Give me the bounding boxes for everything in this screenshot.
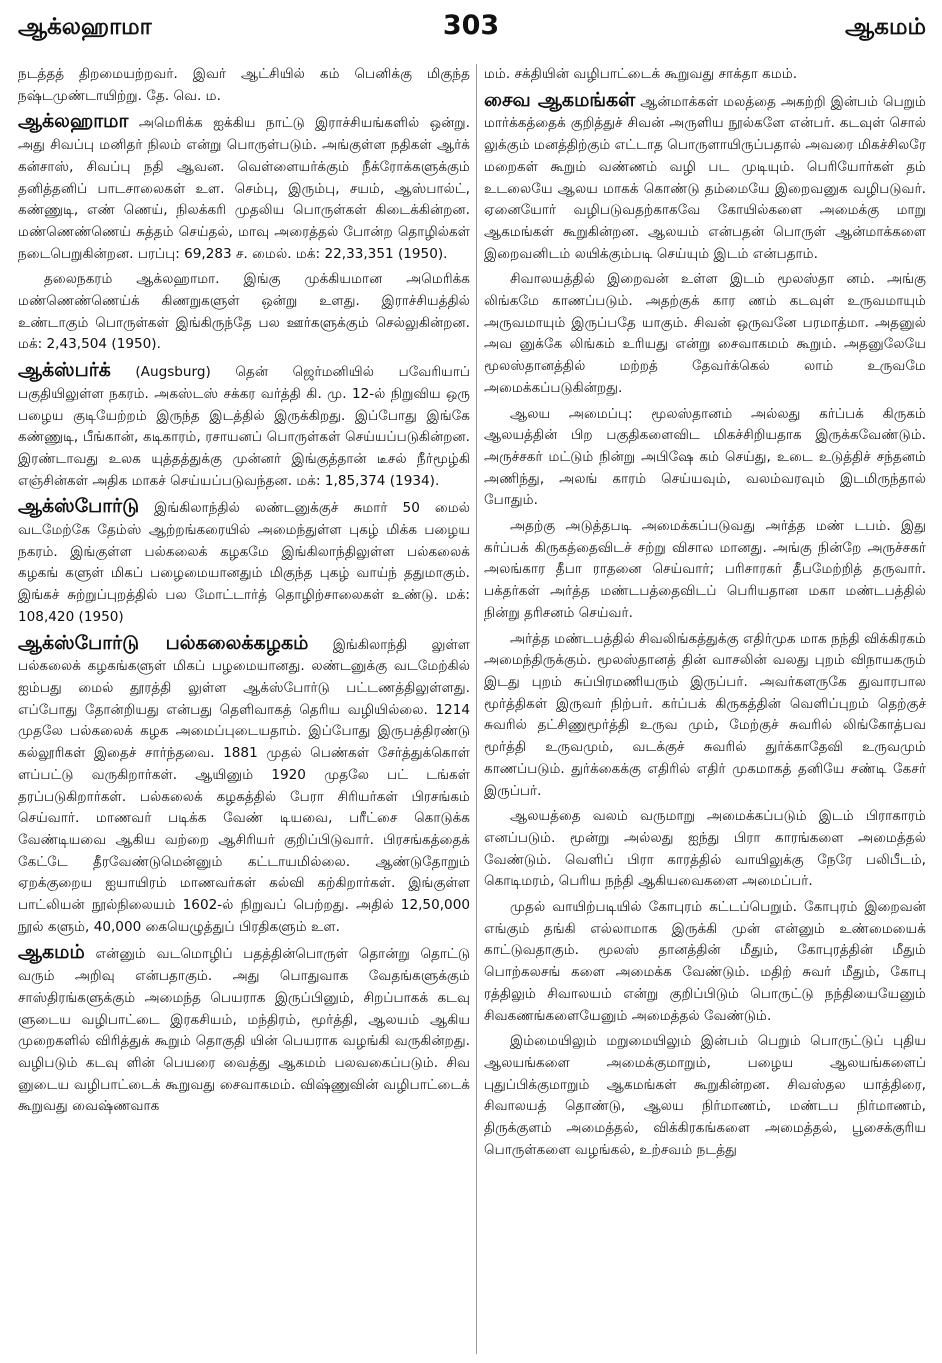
entry-text: இங்கிலாந்தி லுள்ள பல்கலைக் கழகங்களுள் மிகப் பழமையானது. லண்டனுக்கு வடமேற்கில் ஐம்பது மைல் தூரத்தி லுள்ள ஆக்ஸ்போர்டு பட்டணத்திலுள்ளது. எப்போது தோன்றியது என்பது தெளிவாகத் தெரிய வழியில்லை. 1214 முதலே பல்கலைக் கழக அமைப்புடையதாம். இப்போது இருபத்திரண்டு கல்லூரிகள் இதைச் சார்ந்தவை. 1881 முதல் பெண்கள் சேர்த்துக்கொள் ளப்பட்டு வருகிறார்கள். ஆயினும் 1920 முதலே பட் டங்கள் தரப்படுகிறார்கள். பல்கலைக் கழகத்தில் பேரா சிரியர்கள் பிரசங்கம் செய்வார். மாணவர் படிக்க வேண் டியவை, பரீட்சை கொடுக்க வேண்டியவை ஆகிய வற்றை ஆசிரியர் குறிப்பிடுவார். பிரசங்கத்தைக் கேட்டே தீரவேண்டுமென்னும் கட்டாயமில்லை. ஆண்டுதோறும் ஏறக்குறைய ஐயாயிரம் மாணவர்கள் கல்வி கற்கிறார்கள். இங்குள்ள பாட்லியன் நூல்நிலையம் 1602-ல் நிறுவப் பெற்றது. அதில் 12,50,000 நூல் களும், 40,000 கையெழுத்துப் பிரதிகளும் உள.: [18, 636, 470, 935]
page-header: [0, 0, 942, 58]
author-signature: தே. வெ. ம.: [146, 87, 221, 104]
right-column: [484, 64, 926, 1357]
paragraph-text: நடத்தத் திறமையற்றவர். இவர் ஆட்சியில் கம் பெனிக்கு மிகுந்த நஷ்டமுண்டாயிற்று.: [18, 66, 470, 104]
paragraph: தலைநகரம் ஆக்லஹாமா. இங்கு முக்கியமான அமெரிக்க மண்ணெண்ணெய்க் கிணறுகளுள் ஒன்று உளது. இராச்சியத்தில் உண்டாகும் பொருள்கள் இங்கிருந்தே பல ஊர்களுக்கும் செல்லுகின்றன. மக்: 2,43,504 (1950).: [18, 271, 470, 353]
entry-oklahoma: [18, 111, 470, 265]
running-head-left: ஆக்லஹாமா: [18, 14, 152, 40]
paragraph: சிவாலயத்தில் இறைவன் உள்ள இடம் மூலஸ்தா னம். அங்கு லிங்கமே காணப்படும். அதற்குக் கார ணம் கடவுள் உருவமாயும் அருவமாயும் இருப்பதே யாகும். சிவன் ஒருவனே பரமாத்மா. அதனுல் அவ னுக்கே லிங்கம் உரியது என்று சைவாகமம் கூறும். அதனுலேயே மூலஸ்தானத்தில் மற்றத் தேவர்க்கெல் லாம் உருவமே அமைக்கப்படுகின்றது.: [484, 271, 926, 396]
section-heading: சைவ ஆகமங்கள்: [484, 88, 636, 111]
entry-headword: ஆக்ஸ்போர்டு: [18, 495, 140, 518]
paragraph: அதற்கு அடுத்தபடி அமைக்கப்படுவது அர்த்த மண் டபம். இது கர்ப்பக் கிருகத்தைவிடச் சற்று விசால மானது. அங்கு நின்றே அருச்சகர் அலங்கார தீபா ராதனை செய்வார்; பரிசாரகர் தீபமேற்றித் தருவார். பக்தர்கள் அர்த்த மண்டபத்தைவிடப் பெரியதான மகா மண்டபத்தில் நின்று தரிசனம் செய்வர்.: [484, 518, 926, 621]
column-divider: [476, 64, 477, 1354]
entry-oxford-university: [18, 633, 470, 939]
entry-text: என்னும் வடமொழிப் பதத்தின்பொருள் தொன்று தொட்டு வரும் அறிவு என்பதாகும். அது பொதுவாக வேதங்களுக்கும் சாஸ்திரங்களுக்கும் அமைந்த பெயராக இருப்பினும், சிறப்பாகக் கடவு ளுடைய வழிபாட்டை இரகசியம், மந்திரம், மூர்த்தி, ஆலயம் ஆகிய முறைகளில் விரித்துக் கூறும் தொகுதி யின் பெயராக வழங்கி வருகின்றது. வழிபடும் கடவு ளின் பெயரை வைத்து ஆகமம் பலவகைப்படும். சிவ னுடைய வழிபாட்டைக் கூறுவது சைவாகமம். விஷ்ணுவின் வழிபாட்டைக் கூறுவது வைஷ்ணவாக: [18, 946, 470, 1115]
paragraph-continued: [18, 64, 470, 107]
entry-headword: ஆக்லஹாமா: [18, 110, 129, 133]
left-column: [18, 64, 470, 1357]
paragraph: இம்மையிலும் மறுமையிலும் இன்பம் பெறும் பொருட்டுப் புதிய ஆலயங்களை அமைக்குமாறும், பழைய ஆலயங்களைப் புதுப்பிக்குமாறும் ஆகமங்கள் கூறுகின்றன. சிவஸ்தல யாத்திரை, சிவாலயத் தொண்டு, ஆலய நிர்மாணம், மண்டப நிர்மாணம், திருக்குளம் அமைத்தல், விக்கிரகங்களை அமைத்தல், பூசைக்குரிய பொருள்களை வழங்கல், உற்சவம் நடத்து: [484, 1033, 926, 1158]
entry-text: தென் ஜெர்மனியில் பவேரியாப் பகுதியிலுள்ள நகரம். அகஸ்டஸ் சக்கர வர்த்தி கி. மு. 12-ல் நிறுவிய ஒரு பழைய குடியேற்றம் இருந்த இடத்தில் இருக்கிறது. இப்போது இங்கே கண்ணுடி, பீங்கான், கடிகாரம், ரசாயனப் பொருள்கள் செய்யப்படுகின்றன. இரண்டாவது உலக யுத்தத்துக்கு முன்னர் இங்குத்தான் டீசல் நீர்மூழ்கி எஞ்சின்கள் அதிக மாகச் செய்யப்படுவந்தன. மக்: 1,85,374 (1934).: [18, 364, 470, 489]
paragraph: முதல் வாயிற்படியில் கோபுரம் கட்டப்பெறும். கோபுரம் இறைவன் எங்கும் தங்கி எல்லாமாக இருக்கி முன் என்னும் உண்மையைக் காட்டுவதாகும். மூலஸ் தானத்தின் மீதும், கோபுரத்தின் மீதும் பொற்கலசங் களை அமைக்க வேண்டும். மதிற் சுவர் மீதும், கோபு ரத்திலும் சிவாலயம் என்று குறிப்பிடும் பொருட்டு நந்தியையேனும் சிவகணங்களையேனும் அமைத்தல் வேண்டும்.: [484, 899, 926, 1024]
paragraph: அர்த்த மண்டபத்தில் சிவலிங்கத்துக்கு எதிர்முக மாக நந்தி விக்கிரகம் அமைந்திருக்கும். மூலஸ்தானத் தின் வாசலின் வலது புறம் விநாயகரும் இடது புறம் சுப்பிரமணியரும் இருப்பர். அவர்களருகே துவாரபால மூர்த்திகள் இருவர் நிற்பர். கர்ப்பக் கிருகத்தின் வெளிப்புறம் தெற்குச் சுவரில் தட்சிணுமூர்த்தி உருவ மும், மேற்குச் சுவரில் லிங்கோத்பவ மூர்த்தி உருவமும், வடக்குச் சுவரில் துர்க்காதேவி உருவமும் காணப்படும். துர்க்கைக்கு எதிரில் எதிர் முகமாகத் தனியே சண்டி கேசர் இருப்பர்.: [484, 630, 926, 799]
entry-augsburg: [18, 360, 470, 492]
paragraph-continued: மம். சக்தியின் வழிபாட்டைக் கூறுவது சாக்தா கமம்.: [484, 66, 798, 82]
entry-saiva-agamas: [484, 90, 926, 266]
entry-headword: ஆக்ஸ்பர்க்: [18, 359, 111, 382]
paragraph: ஆலய அமைப்பு: மூலஸ்தானம் அல்லது கர்ப்பக் கிருகம் ஆலயத்தின் பிற பகுதிகளைவிட மிகச்சிறியதாக இருக்கவேண்டும். அருச்சகர் மட்டும் நின்று அபிஷே கம் செய்து, உடை உடுத்திச் சந்தனம் அணிந்து, அலங் காரம் செய்யவும், வலம்வரவும் இடமிருந்தால் போதும்.: [484, 405, 926, 509]
entry-headword: ஆகமம்: [18, 941, 85, 964]
entry-text: இங்கிலாந்தில் லண்டனுக்குச் சுமார் 50 மைல் வடமேற்கே தேம்ஸ் ஆற்றங்கரையில் அமைந்துள்ள புகழ் மிக்க பழைய நகரம். இங்குள்ள பல்கலைக் கழகமே இங்கிலாந்திலுள்ள பல்கலைக் கழகங் களுள் மிகப் பழைமையானதும் மிகுந்த புகழ் வாய்ந் ததுமாகும். இங்கச் சுற்றுப்புறத்தில் பல மோட்டார்த் தொழிற்சாலைகள் உண்டு. மக்: 108,420 (1950): [18, 500, 470, 625]
entry-text: ஆன்மாக்கள் மலத்தை அகற்றி இன்பம் பெறும் மார்க்கத்தைக் குறித்துச் சிவன் அருளிய நூல்களே என்பர். கடவுள் சொல் லுக்கும் மனத்திற்கும் எட்டாத பொருளாயிருப்பதால் அவரை மிகச்சிலரே மறைகள் கூறும் வண்ணம் வழி பட முடியும். பெரியோர்கள் தம் உடலையே ஆலய மாகக் கொண்டு தம்மையே இறைவனுக வழிபடுவர். ஏனையோர் வழிபடுவதற்காகவே கோயில்களை அமைக்கு மாறு ஆகமங்கள் கூறுகின்றன. ஆலயம் என்பதன் பொருள் ஆன்மாக்களை இறைவனிடம் லயிக்கும்படி செய்யும் இடம் என்பதாம்.: [484, 93, 926, 262]
entry-headword: ஆக்ஸ்போர்டு பல்கலைக்கழகம்: [18, 631, 309, 654]
entry-latin-name: (Augsburg): [135, 364, 211, 381]
entry-oxford: [18, 496, 470, 628]
running-head-right: ஆகமம்: [845, 14, 926, 40]
entry-agamam: [18, 942, 470, 1118]
paragraph: ஆலயத்தை வலம் வருமாறு அமைக்கப்படும் இடம் பிராகாரம் எனப்படும். மூன்று அல்லது ஐந்து பிரா காரங்களை அமைத்தல் வேண்டும். வெளிப் பிரா காரத்தில் வாயிலுக்கு நேரே பலிபீடம், கொடிமரம், பெரிய நந்தி ஆகியவைகளை அமைப்பர்.: [484, 808, 926, 890]
page-number: 303: [442, 10, 500, 41]
entry-text: அமெரிக்க ஐக்கிய நாட்டு இராச்சியங்களில் ஒன்று. அது சிவப்பு மனிதர் நிலம் என்று பொருள்படும். அங்குள்ள நதிகள் ஆர்க் கன்சாஸ், சிவப்பு நதி ஆவன. வெள்ளையர்க்கும் நீக்ரோக்களுக்கும் தனித்தனிப் பாடசாலைகள் உள. செம்பு, இரும்பு, சயம், ஆஸ்பால்ட், கண்ணுடி, எண் ணெய், நிலக்கரி முதலிய பொருள்கள் கிடைக்கின்றன. மண்ணெண்ணெய் சுத்தம் செய்தல், மாவு அரைத்தல் போன்ற தொழில்கள் நடைபெறுகின்றன. பரப்பு: 69,283 ச. மைல். மக்: 22,33,351 (1950).: [18, 115, 470, 262]
